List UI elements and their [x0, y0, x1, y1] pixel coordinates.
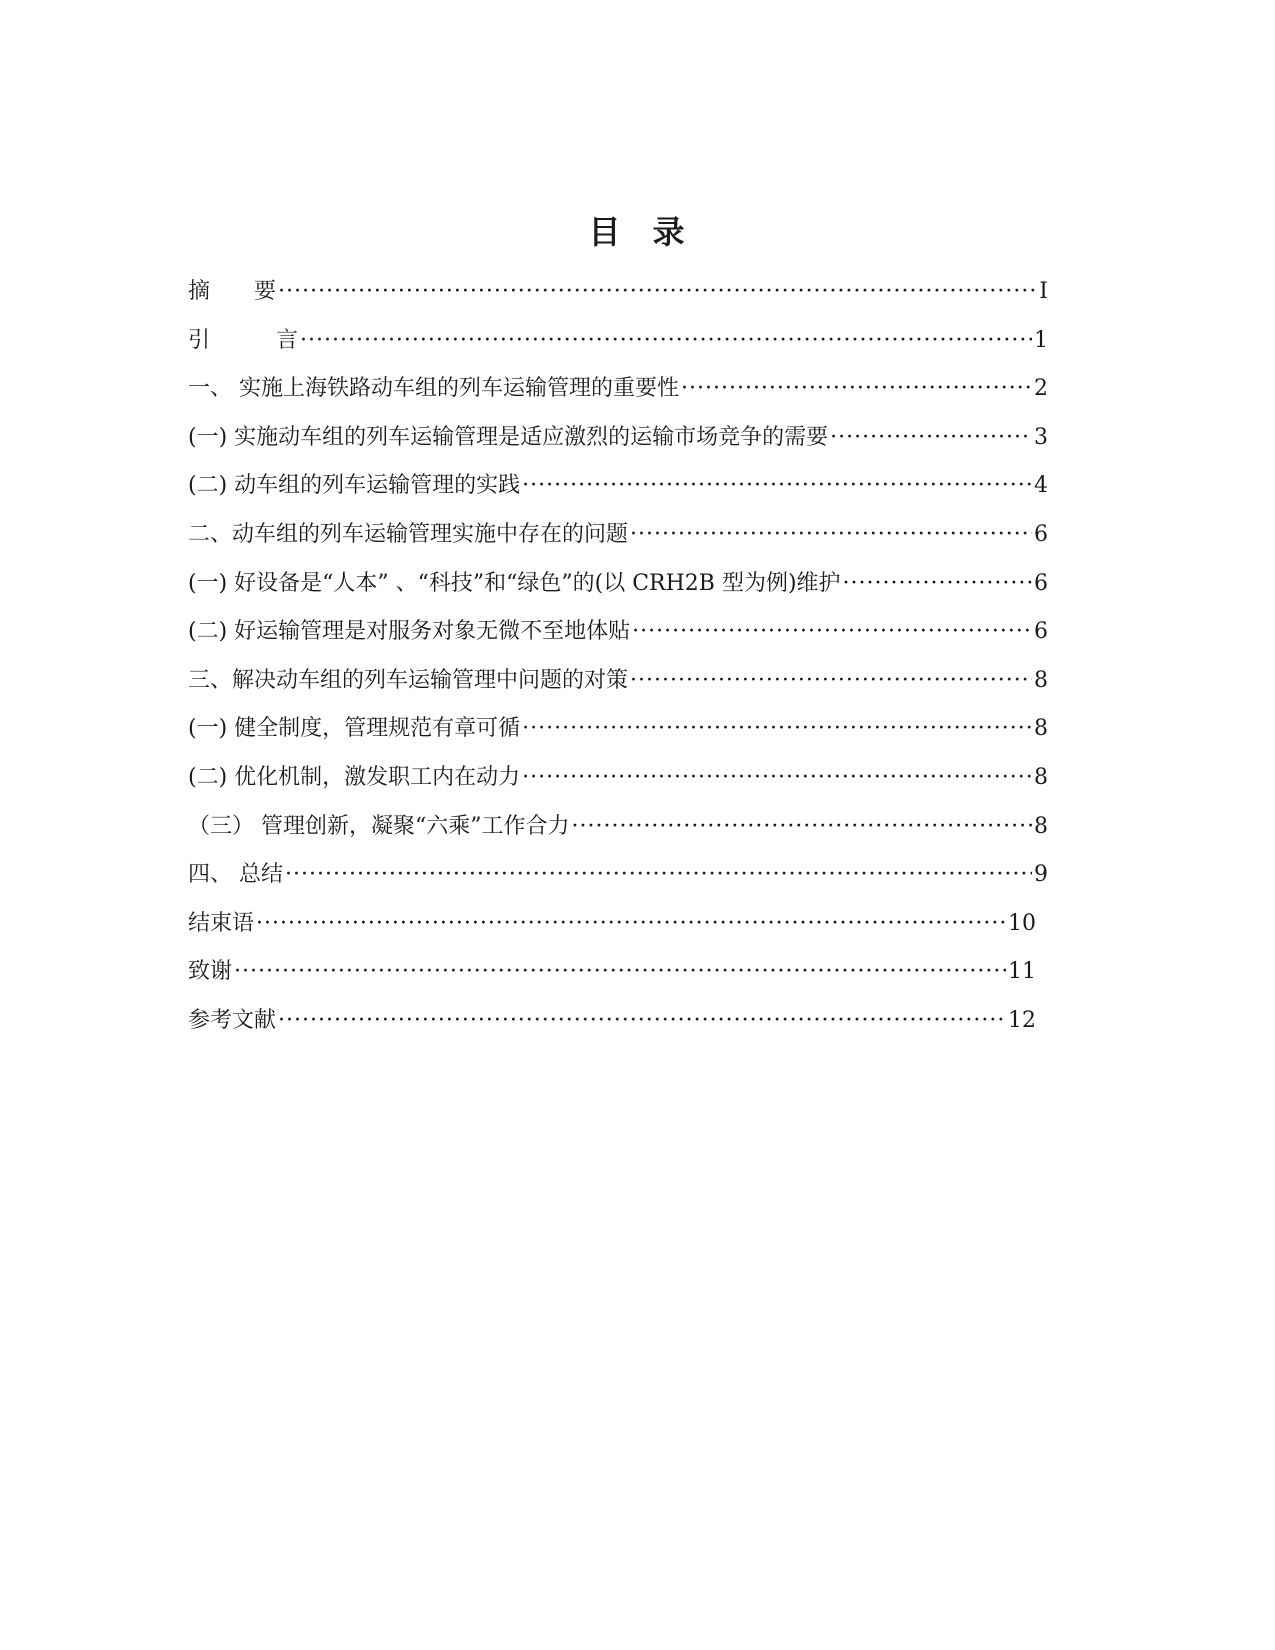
toc-entry-label: 四、 总结 [188, 862, 283, 888]
toc-leader-dots [522, 758, 1032, 798]
toc-entry[interactable] [188, 564, 1048, 613]
toc-leader-dots [681, 369, 1032, 409]
toc-entry-label: 摘 要 [188, 279, 277, 304]
toc-title-char-1: 目 [588, 213, 623, 251]
toc-entry[interactable] [188, 418, 1048, 467]
toc-entry-label: (一) 实施动车组的列车运输管理是适应激烈的运输市场竞争的需要 [188, 424, 829, 450]
toc-entry-page: 4 [1034, 473, 1048, 499]
toc-entry-page: 8 [1034, 764, 1048, 790]
toc-leader-dots [278, 272, 1037, 312]
toc-title [0, 210, 1275, 254]
toc-entry-label: 三、解决动车组的列车运输管理中问题的对策 [188, 667, 629, 693]
toc-entry-label: (二) 动车组的列车运输管理的实践 [188, 473, 521, 499]
toc-entry-page: 2 [1034, 376, 1048, 402]
toc-entry-page: 1 [1034, 327, 1048, 353]
toc-entry-page: 8 [1034, 813, 1048, 839]
toc-entry[interactable] [188, 758, 1048, 807]
toc-entry[interactable] [188, 855, 1048, 904]
toc-entry[interactable] [188, 709, 1048, 758]
toc-entry-page: 9 [1034, 862, 1048, 888]
toc-entry[interactable] [188, 904, 1048, 953]
toc-entry[interactable] [188, 661, 1048, 710]
toc-leader-dots [522, 466, 1032, 506]
toc-entry-page: 10 [1008, 910, 1036, 936]
toc-leader-dots [572, 807, 1033, 847]
toc-leader-dots [630, 515, 1032, 555]
toc-entry-page: I [1039, 279, 1048, 304]
toc-entry[interactable] [188, 612, 1048, 661]
toc-entry-page: 8 [1034, 716, 1048, 742]
toc-entry-page: 6 [1034, 619, 1048, 645]
toc-entry-label: (一) 健全制度，管理规范有章可循 [188, 716, 521, 742]
toc-entry-page: 12 [1008, 1007, 1036, 1033]
toc-leader-dots [300, 321, 1032, 361]
toc-entry-label: （三） 管理创新，凝聚“六乘”工作合力 [188, 813, 570, 839]
toc-entry-label: (二) 优化机制，激发职工内在动力 [188, 764, 521, 790]
toc-entry[interactable] [188, 321, 1048, 370]
toc-entry-label: 结束语 [188, 910, 255, 936]
toc-title-char-2: 录 [652, 213, 687, 251]
toc-entry-page: 11 [1008, 959, 1036, 985]
toc-entry[interactable] [188, 807, 1048, 856]
toc-leader-dots [278, 1001, 1006, 1041]
toc-entry[interactable] [188, 272, 1048, 321]
toc-leader-dots [234, 952, 1006, 992]
toc-entry-label: 参考文献 [188, 1007, 277, 1033]
toc-leader-dots [256, 904, 1006, 944]
toc-entry-page: 8 [1034, 667, 1048, 693]
toc-entry[interactable] [188, 515, 1048, 564]
toc-leader-dots [632, 612, 1032, 652]
toc-leader-dots [843, 564, 1032, 604]
toc-entry-page: 6 [1034, 521, 1048, 547]
toc-entry[interactable] [188, 369, 1048, 418]
toc-leader-dots [285, 855, 1032, 895]
toc-entry-page: 6 [1034, 570, 1048, 596]
toc-entry[interactable] [188, 1001, 1048, 1050]
toc-list [188, 272, 1048, 1050]
toc-entry-label: (一) 好设备是“人本” 、“科技”和“绿色”的(以 CRH2B 型为例)维护 [188, 570, 841, 596]
toc-entry-label: 致谢 [188, 959, 233, 985]
toc-entry[interactable] [188, 952, 1048, 1001]
toc-entry-page: 3 [1034, 424, 1048, 450]
toc-leader-dots [630, 661, 1032, 701]
toc-leader-dots [830, 418, 1032, 458]
toc-entry-label: 引 言 [188, 327, 299, 353]
toc-entry-label: (二) 好运输管理是对服务对象无微不至地体贴 [188, 619, 631, 645]
toc-entry-label: 一、 实施上海铁路动车组的列车运输管理的重要性 [188, 376, 679, 402]
toc-leader-dots [522, 709, 1032, 749]
toc-entry[interactable] [188, 466, 1048, 515]
toc-entry-label: 二、动车组的列车运输管理实施中存在的问题 [188, 521, 629, 547]
